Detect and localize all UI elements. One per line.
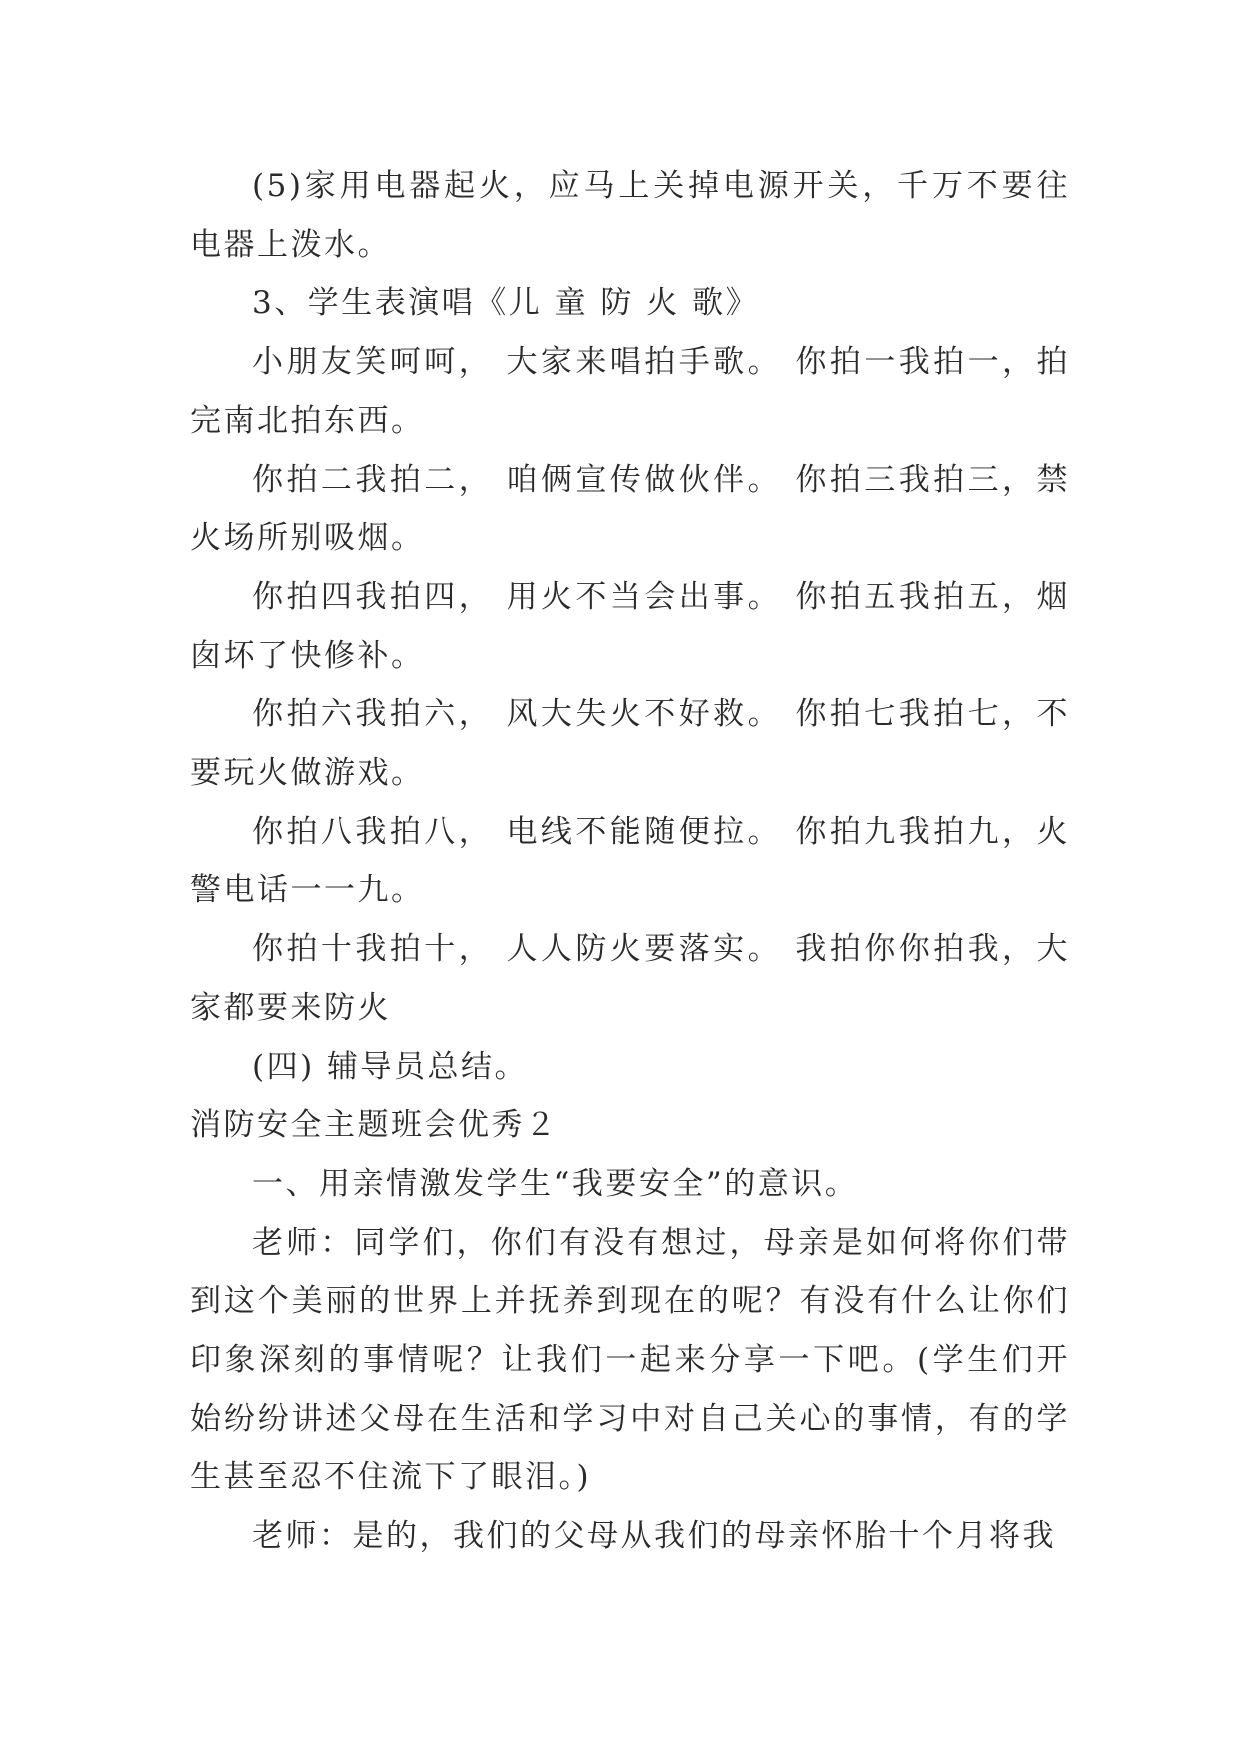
paragraph-counselor-summary: (四) 辅导员总结。 <box>252 1048 529 1085</box>
paragraph-song-heading: 3、学生表演唱《儿 童 防 火 歌》 <box>252 285 760 322</box>
paragraph-teacher-reply: 老师：是的，我们的父母从我们的母亲怀胎十个月将我 <box>252 1518 1056 1555</box>
paragraph-section-one: 一、用亲情激发学生“我要安全”的意识。 <box>252 1165 859 1202</box>
paragraph-song-verse-6: 你拍十我拍十， 人人防火要落实。 我拍你你拍我，大家都要来防火 <box>190 931 1070 1026</box>
paragraph-song-verse-1: 小朋友笑呵呵， 大家来唱拍手歌。 你拍一我拍一，拍完南北拍东西。 <box>190 344 1070 439</box>
paragraph-song-verse-4: 你拍六我拍六， 风大失火不好救。 你拍七我拍七，不要玩火做游戏。 <box>190 696 1070 792</box>
paragraph-teacher-question: 老师：同学们，你们有没有想过，母亲是如何将你们带到这个美丽的世界上并抚养到现在的呢？有没有什么让你们印象深刻的事情呢？让我们一起来分享一下吧。(学生们开始纷纷讲述父母在生活和学习中对自己关心的事情，有的学生甚至忍不住流下了眼泪。) <box>190 1224 1070 1496</box>
paragraph-appliance-fire: (5)家用电器起火，应马上关掉电源开关，千万不要往电器上泼水。 <box>190 168 1070 263</box>
paragraph-song-verse-2: 你拍二我拍二， 咱俩宣传做伙伴。 你拍三我拍三，禁火场所别吸烟。 <box>190 461 1070 557</box>
paragraph-song-verse-3: 你拍四我拍四， 用火不当会出事。 你拍五我拍五，烟囱坏了快修补。 <box>190 578 1070 674</box>
section-title: 消防安全主题班会优秀２ <box>190 1107 559 1144</box>
paragraph-song-verse-5: 你拍八我拍八， 电线不能随便拉。 你拍九我拍九，火警电话一一九。 <box>190 813 1070 909</box>
document-body <box>190 157 1070 1566</box>
